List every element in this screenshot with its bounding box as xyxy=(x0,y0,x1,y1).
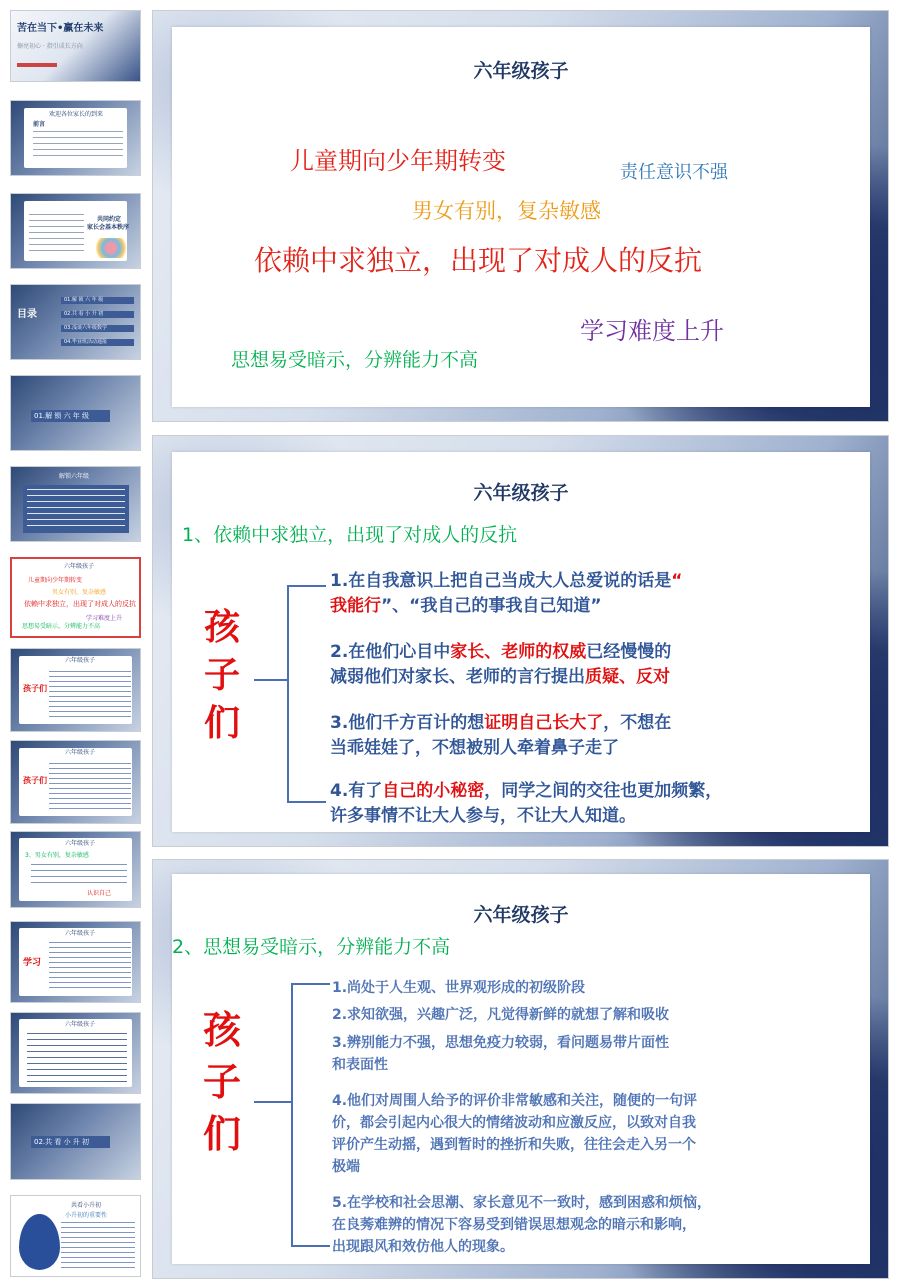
slide-thumbnail-1[interactable] xyxy=(10,10,141,82)
side-label-kids xyxy=(198,1004,246,1160)
slide-thumbnail-3[interactable] xyxy=(10,193,141,269)
thumb-heading: 六年级孩子 xyxy=(64,563,95,570)
thumb-label: 前言 xyxy=(33,121,46,128)
side-char: 孩 xyxy=(202,1008,241,1052)
thumb-highlight: 认识自己 xyxy=(87,890,112,897)
thumb-text-block xyxy=(33,131,123,161)
slide-title: 六年级孩子 xyxy=(473,60,569,82)
point-4: 4.他们对周围人给予的评价非常敏感和关注，随便的一句评 价，都会引起内心很大的情绪波动和应激反应，以致对自我 评价产生动摇，遇到暂时的挫折和失败，往往会走入另一个 极端 xyxy=(332,1093,698,1175)
thumb-title: 苦在当下•赢在未来 xyxy=(17,23,104,34)
thumb-text-lines xyxy=(27,1033,127,1083)
slide-thumbnail-panel xyxy=(0,0,148,1286)
thumb-decoration xyxy=(17,63,57,67)
point-1: 1.在自我意识上把自己当成大人总爱说的话是“ 我能行”、“我自己的事我自己知道” xyxy=(330,571,683,616)
point-5: 5.在学校和社会思潮、家长意见不一致时，感到困惑和烦恼， 在良莠难辨的情况下容易受到错误思想观念的暗示和影响， 出现跟风和效仿他人的现象。 xyxy=(332,1195,712,1255)
thumb-heading: 六年级孩子 xyxy=(65,930,96,937)
thumb-heading: 六年级孩子 xyxy=(65,749,96,756)
thumb-side-label: 孩子们 xyxy=(23,776,47,785)
thumb-line: 依赖中求独立，出现了对成人的反抗 xyxy=(24,600,136,608)
thumb-heading: 六年级孩子 xyxy=(65,657,96,664)
slide-3[interactable] xyxy=(152,859,889,1279)
slide-thumbnail-6[interactable] xyxy=(10,466,141,542)
thumb-text-lines xyxy=(31,864,127,884)
slide-thumbnail-4[interactable] xyxy=(10,284,141,360)
point-3: 3.他们千方百计的想证明自己长大了，不想在 当乖娃娃了，不想被别人牵着鼻子走了 xyxy=(330,713,672,758)
thumb-text-lines xyxy=(27,489,125,529)
slide-title: 六年级孩子 xyxy=(473,904,569,926)
thumb-section-label: 01.解 锁 六 年 级 xyxy=(31,410,110,422)
thumb-toc-item: 01.解 锁 六 年 级 xyxy=(61,297,134,304)
thumb-heading: 欢迎各位家长的到来 xyxy=(49,111,104,118)
slide-content-panel xyxy=(172,27,870,407)
slide-thumbnail-12[interactable] xyxy=(10,1012,141,1094)
slide-subtitle: 1、依赖中求独立，出现了对成人的反抗 xyxy=(182,524,518,546)
thumb-heading: 六年级孩子 xyxy=(65,1021,96,1028)
thumb-heading: 解锁六年级 xyxy=(59,473,90,480)
thumb-illustration xyxy=(91,238,131,258)
side-char: 们 xyxy=(203,703,240,744)
thumb-line: 男女有别，复杂敏感 xyxy=(52,589,107,596)
side-char: 孩 xyxy=(203,607,240,648)
thumb-toc-item: 02.共 看 小 升 初 xyxy=(61,311,134,318)
bracket-connector xyxy=(252,580,338,810)
phrase-independence: 依赖中求独立，出现了对成人的反抗 xyxy=(254,244,703,277)
point-3: 3.辨别能力不强，思想免疫力较弱，看问题易带片面性 和表面性 xyxy=(332,1035,670,1073)
thumb-leaf-illustration xyxy=(19,1214,60,1270)
thumb-subheading: 小升初的重要性 xyxy=(65,1212,108,1219)
thumb-text-block xyxy=(29,214,84,254)
side-label-kids xyxy=(198,604,246,748)
slide-thumbnail-9[interactable] xyxy=(10,740,141,824)
point-1: 1.尚处于人生观、世界观形成的初级阶段 xyxy=(332,980,586,996)
phrase-childhood: 儿童期向少年期转变 xyxy=(290,147,506,175)
thumb-heading: 共看小升初 xyxy=(71,1202,102,1209)
side-char: 子 xyxy=(202,1060,241,1104)
thumb-text-lines xyxy=(49,763,131,811)
slide-2[interactable] xyxy=(152,435,889,847)
slide-thumbnail-14[interactable] xyxy=(10,1195,141,1277)
slide-thumbnail-2[interactable] xyxy=(10,100,141,176)
slide-thumbnail-11[interactable] xyxy=(10,921,141,1003)
thumb-line: 思想易受暗示，分辨能力不高 xyxy=(22,623,101,630)
thumb-subtitle: 擦亮初心 · 指引成长方向 xyxy=(17,43,83,50)
phrase-responsibility: 责任意识不强 xyxy=(620,162,728,183)
thumb-section-label: 02.共 看 小 升 初 xyxy=(31,1136,110,1148)
slide-content-panel xyxy=(172,452,870,832)
phrase-study: 学习难度上升 xyxy=(580,317,724,345)
point-2: 2.求知欲强，兴趣广泛，凡觉得新鲜的就想了解和吸收 xyxy=(332,1007,670,1023)
point-2: 2.在他们心目中家长、老师的权威已经慢慢的 减弱他们对家长、老师的言行提出质疑、反对 xyxy=(330,642,672,687)
slide-thumbnail-8[interactable] xyxy=(10,648,141,732)
bracket-connector xyxy=(252,978,338,1254)
slide-thumbnail-5[interactable] xyxy=(10,375,141,451)
side-char: 子 xyxy=(203,655,240,696)
thumb-heading: 六年级孩子 xyxy=(65,840,96,847)
thumb-toc-item: 04.毕业班活动通报 xyxy=(61,339,134,346)
thumb-side-label: 孩子们 xyxy=(23,684,47,693)
thumb-toc-item: 03.浅谈六年级数学 xyxy=(61,325,134,332)
thumb-side-label: 学习 xyxy=(23,958,42,968)
thumb-heading: 共同约定 xyxy=(97,216,122,223)
slide-1[interactable] xyxy=(152,10,889,422)
slide-thumbnail-7-selected[interactable] xyxy=(10,557,141,638)
phrase-suggestion: 思想易受暗示，分辨能力不高 xyxy=(231,349,479,371)
point-4: 4.有了自己的小秘密，同学之间的交往也更加频繁， 许多事情不让大人参与，不让大人知道。 xyxy=(330,781,723,826)
thumb-line: 3、男女有别，复杂敏感 xyxy=(25,852,89,859)
slide-title: 六年级孩子 xyxy=(473,482,569,504)
phrase-gender: 男女有别，复杂敏感 xyxy=(412,199,601,223)
slide-thumbnail-10[interactable] xyxy=(10,831,141,908)
side-char: 们 xyxy=(202,1112,241,1156)
thumb-line: 学习难度上升 xyxy=(86,615,123,622)
thumb-line: 儿童期向少年期转变 xyxy=(28,577,83,584)
thumb-text-lines xyxy=(49,942,131,992)
slide-subtitle: 2、思想易受暗示，分辨能力不高 xyxy=(172,936,451,958)
thumb-text-lines xyxy=(49,671,131,719)
thumb-label: 目录 xyxy=(17,309,37,320)
slide-content-panel xyxy=(172,874,870,1264)
thumb-text-lines xyxy=(61,1222,135,1270)
thumb-subheading: 家长会基本秩序 xyxy=(87,224,130,231)
slide-thumbnail-13[interactable] xyxy=(10,1103,141,1180)
